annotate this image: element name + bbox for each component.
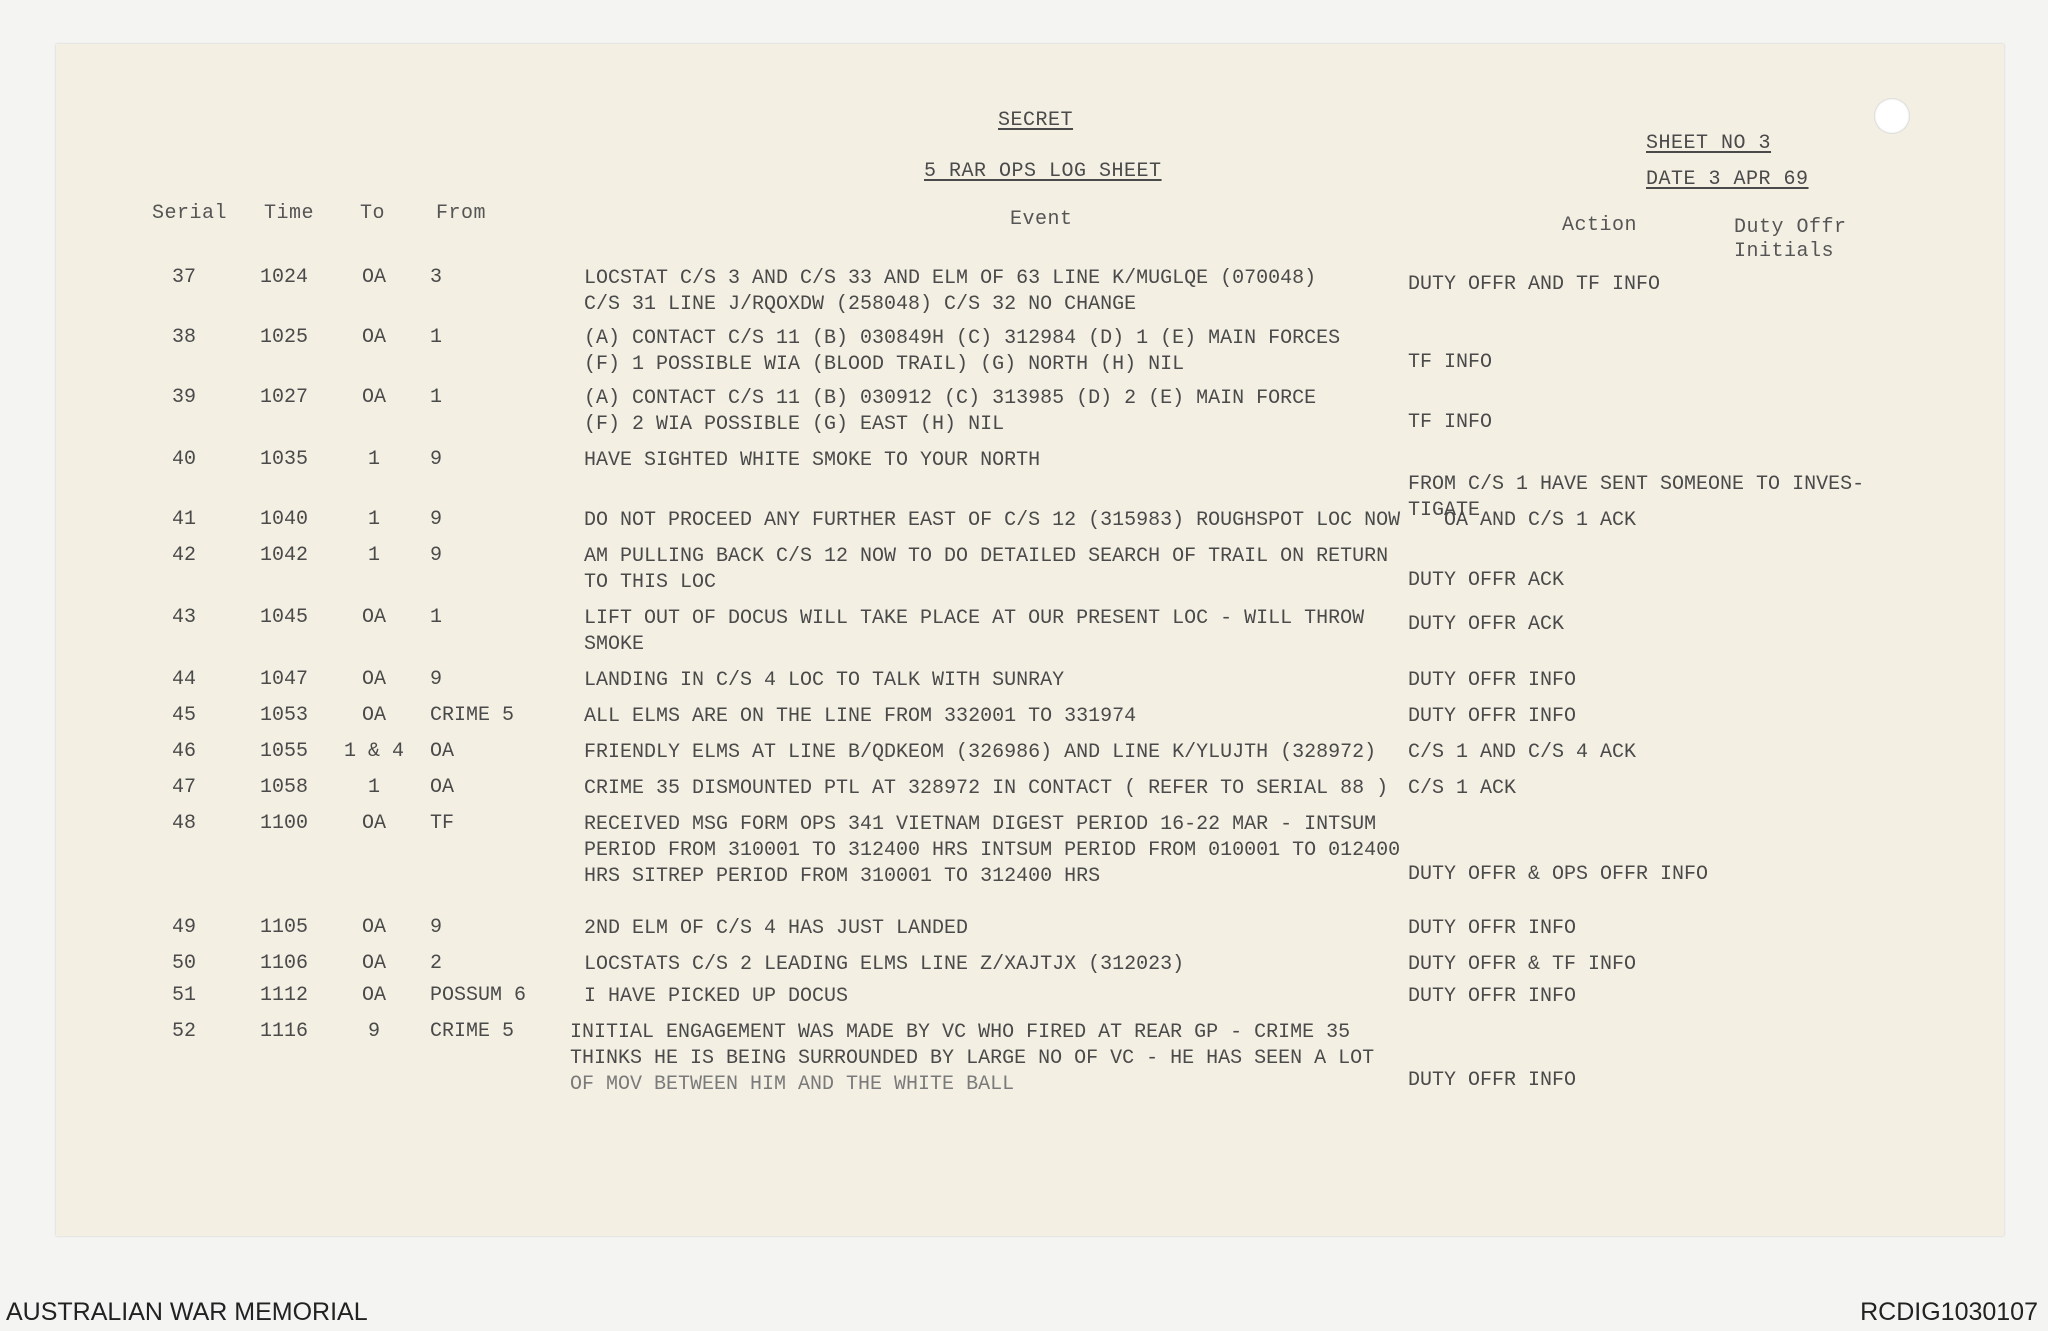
entry-event-line: 2ND ELM OF C/S 4 HAS JUST LANDED [584, 917, 969, 940]
entry-time: 1105 [259, 916, 309, 939]
entry-action-line: DUTY OFFR INFO [1408, 917, 1577, 940]
entry-event-line: ALL ELMS ARE ON THE LINE FROM 332001 TO 331974 [584, 705, 1137, 728]
entry-time: 1106 [259, 952, 309, 975]
entry-time: 1025 [259, 326, 309, 349]
column-header-event: Event [1010, 208, 1073, 231]
entry-event-line: DO NOT PROCEED ANY FURTHER EAST OF C/S 12 (315983) ROUGHSPOT LOC NOW [584, 509, 1401, 532]
entry-action-line: TF INFO [1408, 411, 1493, 434]
entry-to: OA [361, 704, 387, 727]
entry-action-line: DUTY OFFR ACK [1408, 613, 1565, 636]
entry-from: TF [430, 812, 455, 835]
entry-to: OA [361, 812, 387, 835]
punch-hole [1874, 98, 1910, 134]
entry-from: 9 [430, 448, 443, 471]
entry-from: OA [430, 776, 455, 799]
entry-action-line: DUTY OFFR INFO [1408, 985, 1577, 1008]
column-header-from: From [436, 202, 487, 225]
entry-action-line: DUTY OFFR INFO [1408, 705, 1577, 728]
entry-serial: 41 [171, 508, 197, 531]
entry-event-line: SMOKE [584, 633, 645, 656]
entry-serial: 46 [171, 740, 197, 763]
entry-to: OA [361, 606, 387, 629]
entry-time: 1112 [259, 984, 309, 1007]
document-title: 5 RAR OPS LOG SHEET [924, 160, 1162, 183]
entry-time: 1053 [259, 704, 309, 727]
entry-serial: 45 [171, 704, 197, 727]
entry-event-line: (A) CONTACT C/S 11 (B) 030849H (C) 312984 (D) 1 (E) MAIN FORCES [584, 327, 1341, 350]
entry-time: 1045 [259, 606, 309, 629]
entry-time: 1047 [259, 668, 309, 691]
entry-from: 9 [430, 916, 443, 939]
entry-serial: 49 [171, 916, 197, 939]
entry-time: 1027 [259, 386, 309, 409]
entry-event-line: LANDING IN C/S 4 LOC TO TALK WITH SUNRAY [584, 669, 1065, 692]
entry-action-line: DUTY OFFR INFO [1408, 1069, 1577, 1092]
sheet-date: DATE 3 APR 69 [1646, 168, 1809, 191]
entry-serial: 51 [171, 984, 197, 1007]
entry-action-line: DUTY OFFR ACK [1408, 569, 1565, 592]
entry-to: 1 & 4 [343, 740, 405, 763]
entry-action-line: C/S 1 AND C/S 4 ACK [1408, 741, 1637, 764]
entry-time: 1100 [259, 812, 309, 835]
entry-action-line: OA AND C/S 1 ACK [1444, 509, 1637, 532]
entry-serial: 52 [171, 1020, 197, 1043]
entry-to: 1 [367, 776, 381, 799]
entry-event-line: TO THIS LOC [584, 571, 717, 594]
entry-action-line: TF INFO [1408, 351, 1493, 374]
entry-from: 9 [430, 668, 443, 691]
entry-serial: 47 [171, 776, 197, 799]
entry-event-line: THINKS HE IS BEING SURROUNDED BY LARGE NO OF VC - HE HAS SEEN A LOT [570, 1047, 1375, 1070]
entry-to: OA [361, 984, 387, 1007]
entry-serial: 38 [171, 326, 197, 349]
entry-to: OA [361, 916, 387, 939]
sheet-number: SHEET NO 3 [1646, 132, 1772, 155]
entry-serial: 50 [171, 952, 197, 975]
column-header-action: Action [1562, 214, 1638, 237]
entry-event-line: OF MOV BETWEEN HIM AND THE WHITE BALL [570, 1073, 1015, 1096]
entry-from: 1 [430, 326, 443, 349]
entry-to: OA [361, 266, 387, 289]
entry-event-line: FRIENDLY ELMS AT LINE B/QDKEOM (326986) AND LINE K/YLUJTH (328972) [584, 741, 1377, 764]
entry-from: POSSUM 6 [430, 984, 527, 1007]
entry-event-line: RECEIVED MSG FORM OPS 341 VIETNAM DIGEST PERIOD 16-22 MAR - INTSUM [584, 813, 1377, 836]
entry-event-line: PERIOD FROM 310001 TO 312400 HRS INTSUM PERIOD FROM 010001 TO 012400 [584, 839, 1401, 862]
entry-time: 1040 [259, 508, 309, 531]
column-header-initials-line1: Duty Offr [1734, 216, 1847, 239]
entry-to: 1 [367, 508, 381, 531]
entry-action-line: DUTY OFFR INFO [1408, 669, 1577, 692]
entry-from: OA [430, 740, 455, 763]
entry-from: 9 [430, 508, 443, 531]
entry-from: 2 [430, 952, 443, 975]
entry-event-line: AM PULLING BACK C/S 12 NOW TO DO DETAILED SEARCH OF TRAIL ON RETURN [584, 545, 1389, 568]
entry-action-line: DUTY OFFR & TF INFO [1408, 953, 1637, 976]
entry-serial: 39 [171, 386, 197, 409]
entry-from: 9 [430, 544, 443, 567]
footer-institution: AUSTRALIAN WAR MEMORIAL [6, 1298, 368, 1326]
entry-action-line: C/S 1 ACK [1408, 777, 1517, 800]
column-header-time: Time [264, 202, 315, 225]
entry-event-line: LIFT OUT OF DOCUS WILL TAKE PLACE AT OUR PRESENT LOC - WILL THROW [584, 607, 1365, 630]
entry-from: 1 [430, 386, 443, 409]
entry-event-line: (A) CONTACT C/S 11 (B) 030912 (C) 313985 (D) 2 (E) MAIN FORCE [584, 387, 1317, 410]
entry-to: OA [361, 952, 387, 975]
entry-event-line: HAVE SIGHTED WHITE SMOKE TO YOUR NORTH [584, 449, 1041, 472]
entry-serial: 37 [171, 266, 197, 289]
entry-action-line: TIGATE [1408, 499, 1481, 522]
entry-to: 9 [367, 1020, 381, 1043]
entry-serial: 42 [171, 544, 197, 567]
entry-event-line: C/S 31 LINE J/RQOXDW (258048) C/S 32 NO CHANGE [584, 293, 1137, 316]
entry-serial: 48 [171, 812, 197, 835]
column-header-serial: Serial [152, 202, 228, 225]
entry-from: CRIME 5 [430, 704, 515, 727]
entry-event-line: CRIME 35 DISMOUNTED PTL AT 328972 IN CONTACT ( REFER TO SERIAL 88 ) [584, 777, 1389, 800]
entry-to: OA [361, 326, 387, 349]
entry-to: 1 [367, 448, 381, 471]
entry-event-line: LOCSTAT C/S 3 AND C/S 33 AND ELM OF 63 LINE K/MUGLQE (070048) [584, 267, 1317, 290]
column-header-initials-line2: Initials [1734, 240, 1835, 263]
column-header-to: To [360, 202, 386, 225]
entry-event-line: HRS SITREP PERIOD FROM 310001 TO 312400 HRS [584, 865, 1101, 888]
entry-event-line: LOCSTATS C/S 2 LEADING ELMS LINE Z/XAJTJX (312023) [584, 953, 1185, 976]
entry-time: 1042 [259, 544, 309, 567]
entry-event-line: (F) 2 WIA POSSIBLE (G) EAST (H) NIL [584, 413, 1005, 436]
entry-serial: 44 [171, 668, 197, 691]
entry-serial: 43 [171, 606, 197, 629]
entry-event-line: (F) 1 POSSIBLE WIA (BLOOD TRAIL) (G) NORTH (H) NIL [584, 353, 1185, 376]
entry-time: 1055 [259, 740, 309, 763]
entry-to: OA [361, 668, 387, 691]
entry-time: 1058 [259, 776, 309, 799]
log-sheet-paper [56, 44, 2004, 1236]
entry-time: 1116 [259, 1020, 309, 1043]
entry-action-line: DUTY OFFR AND TF INFO [1408, 273, 1661, 296]
entry-to: OA [361, 386, 387, 409]
entry-from: 1 [430, 606, 443, 629]
entry-serial: 40 [171, 448, 197, 471]
entry-action-line: FROM C/S 1 HAVE SENT SOMEONE TO INVES- [1408, 473, 1865, 496]
entry-time: 1024 [259, 266, 309, 289]
entry-to: 1 [367, 544, 381, 567]
footer-catalogue-id: RCDIG1030107 [1860, 1298, 2038, 1326]
entry-from: 3 [430, 266, 443, 289]
entry-event-line: INITIAL ENGAGEMENT WAS MADE BY VC WHO FIRED AT REAR GP - CRIME 35 [570, 1021, 1351, 1044]
classification-heading: SECRET [998, 109, 1074, 132]
entry-event-line: I HAVE PICKED UP DOCUS [584, 985, 849, 1008]
entry-from: CRIME 5 [430, 1020, 515, 1043]
entry-time: 1035 [259, 448, 309, 471]
entry-action-line: DUTY OFFR & OPS OFFR INFO [1408, 863, 1709, 886]
